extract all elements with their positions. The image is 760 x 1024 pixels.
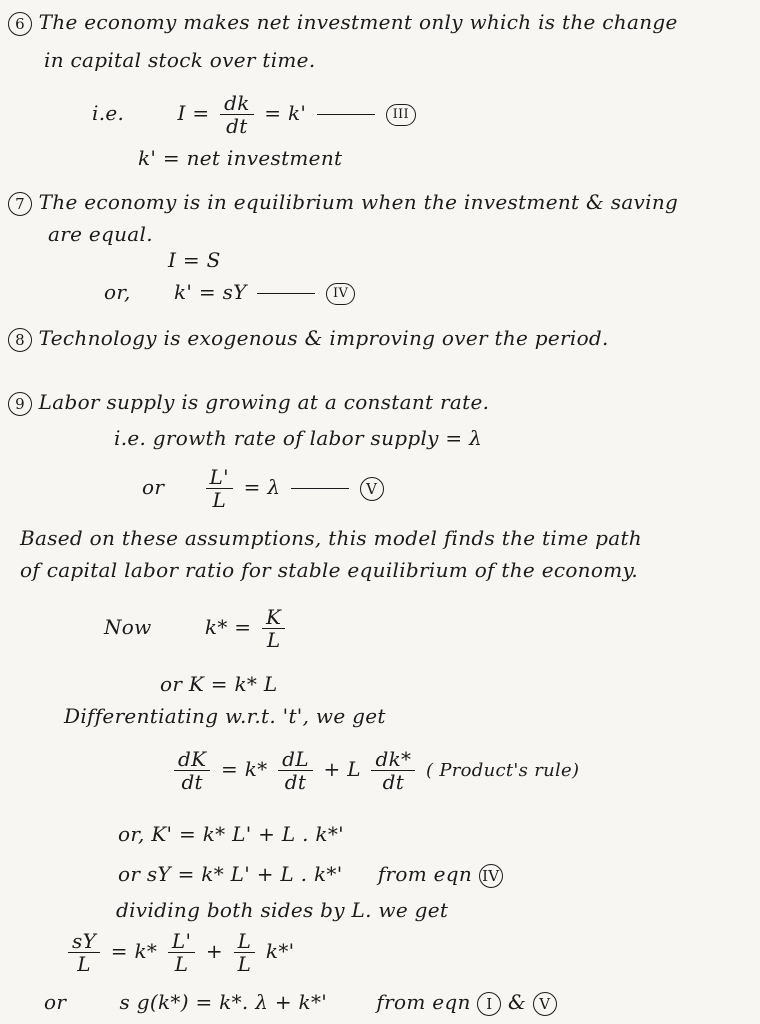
- assumption-9-line2: i.e. growth rate of labor supply = λ: [114, 426, 483, 450]
- assumption-8-marker: 8: [8, 328, 32, 352]
- assumption-9-text: Labor supply is growing at a constant rate.: [38, 390, 490, 414]
- eq-iii-lhs: I =: [177, 101, 210, 125]
- differentiating-line: Differentiating w.r.t. 't', we get: [64, 704, 386, 728]
- assumption-8-text: Technology is exogenous & improving over the period.: [38, 326, 609, 350]
- l-over-l-fraction: $\frac{L}{L}$: [234, 930, 256, 975]
- assumption-7-text: The economy is in equilibrium when the investment & saving: [38, 190, 679, 214]
- divided-equation: $\frac{sY}{L}$ = k* $\frac{L'}{L}$ + $\frac{L}{L}$ k*': [64, 930, 294, 975]
- assumption-8-line1: [8, 326, 609, 352]
- sy-equation: or sY = k* L' + L . k*' from eqn IV: [118, 862, 503, 888]
- eq-iv-text: k' = sY: [174, 280, 247, 304]
- sy-over-l-fraction: $\frac{sY}{L}$: [68, 930, 100, 975]
- dkstar-dt-fraction: $\frac{dk*}{dt}$: [371, 748, 415, 793]
- equation-iii: [92, 92, 416, 137]
- dl-dt-fraction: $\frac{dL}{dt}$: [278, 748, 313, 793]
- assumption-7-line1: [8, 190, 678, 216]
- assumption-6-line2: in capital stock over time.: [44, 48, 316, 72]
- or-label: or: [142, 475, 165, 499]
- assumption-9-marker: 9: [8, 392, 32, 416]
- body-line2: of capital labor ratio for stable equilibrium of the economy.: [20, 558, 639, 582]
- now-label: Now: [104, 615, 152, 639]
- assumption-9-line1: [8, 390, 489, 416]
- final-eq-i-marker: I: [477, 992, 501, 1016]
- ie-label: i.e.: [92, 101, 125, 125]
- eq-iv-label: IV: [326, 283, 355, 305]
- or-label: or,: [104, 280, 131, 304]
- eq-iii-label: III: [386, 104, 416, 126]
- eq-v-label: V: [360, 477, 384, 501]
- final-equation-text: s g(k*) = k*. λ + k*': [119, 990, 328, 1014]
- assumption-7-marker: 7: [8, 192, 32, 216]
- body-line1: Based on these assumptions, this model finds the time path: [20, 526, 642, 550]
- final-eq-v-marker: V: [533, 992, 557, 1016]
- eq-iii-rhs: = k': [264, 101, 307, 125]
- dk-dt-fraction: $\frac{dK}{dt}$: [174, 748, 210, 793]
- ldot-over-l-fraction: $\frac{L'}{L}$: [168, 930, 195, 975]
- k-over-l-fraction: $\frac{K}{L}$: [262, 606, 285, 651]
- product-rule-note: ( Product's rule): [425, 760, 580, 781]
- equation-i-equals-s: I = S: [168, 248, 221, 272]
- k-equals-kstar-l: or K = k* L: [160, 672, 278, 696]
- equation-dash: [317, 114, 375, 115]
- product-rule-equation: [170, 748, 579, 793]
- dividing-line: dividing both sides by L. we get: [116, 898, 449, 922]
- equation-dash: [291, 488, 349, 489]
- assumption-6-text: The economy makes net investment only which is the change: [38, 10, 678, 34]
- l-dot-over-l-fraction: $\frac{L'}{L}$: [206, 466, 233, 511]
- final-from-label: from eqn: [376, 990, 471, 1014]
- equation-v: [142, 466, 384, 511]
- final-equation: or s g(k*) = k*. λ + k*' from eqn I & V: [44, 990, 557, 1016]
- from-eq-iv-marker: IV: [479, 864, 503, 888]
- assumption-7-line2: are equal.: [48, 222, 153, 246]
- assumption-6-line1: [8, 10, 678, 36]
- eq-part: = k*: [221, 757, 268, 781]
- equation-iv: [104, 280, 355, 305]
- plus-l: + L: [323, 757, 361, 781]
- k-dot-equation: or, K' = k* L' + L . k*': [118, 822, 344, 846]
- equation-dash: [257, 293, 315, 294]
- dk-dt-fraction: $\frac{dk}{dt}$: [220, 92, 254, 137]
- kstar-definition: [104, 606, 289, 651]
- eq-v-rhs: = λ: [243, 475, 281, 499]
- kstar-lhs: k* =: [204, 615, 252, 639]
- from-eq-label: from eqn: [377, 862, 473, 886]
- assumption-6-marker: 6: [8, 12, 32, 36]
- net-investment-definition: k' = net investment: [138, 146, 343, 170]
